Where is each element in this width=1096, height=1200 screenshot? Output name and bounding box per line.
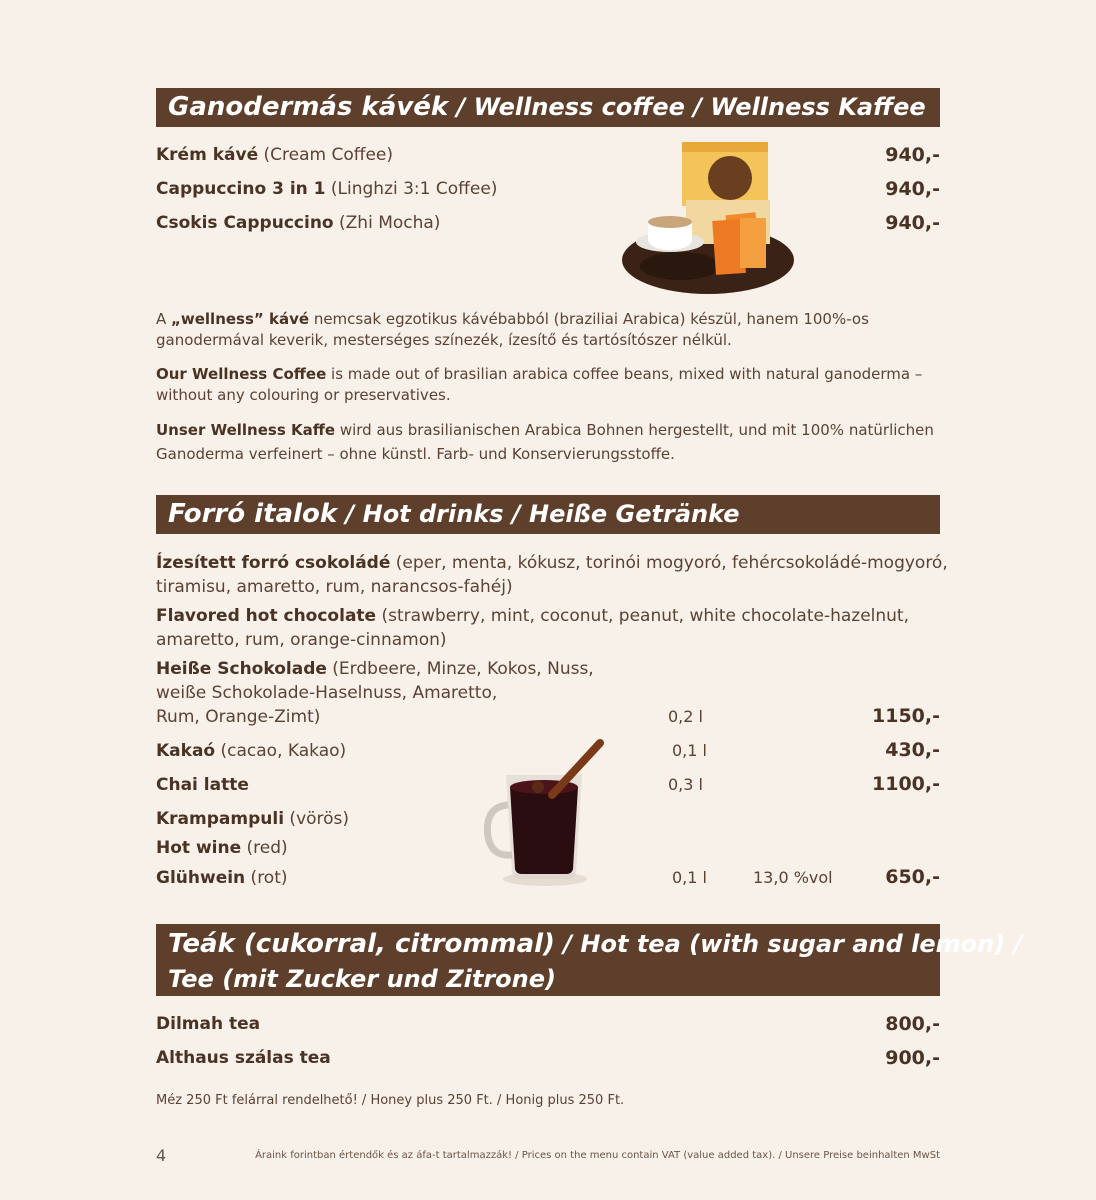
section-title-de: Tee (mit Zucker und Zitrone) (168, 965, 556, 993)
page-number: 4 (156, 1146, 167, 1165)
vat-note: Áraink forintban értendők és az áfa-t tartalmazzák! / Prices on the menu contain VAT (value added tax). / Unsere Preise beinhalten MwSt (255, 1150, 940, 1161)
qty-hot-wine: 0,1 l (672, 868, 707, 887)
section-header-hot-drinks (156, 495, 940, 534)
menu-item-krampampuli: Krampampuli (vörös) (156, 809, 350, 829)
menu-item-gluhwein: Glühwein (rot) (156, 868, 288, 888)
price-hot-chocolate: 1150,- (872, 705, 940, 727)
hot-chocolate-de-flavors-2: Rum, Orange-Zimt) (156, 707, 321, 727)
menu-item-dilmah-tea: Dilmah tea (156, 1014, 261, 1034)
section-header-tea (156, 924, 1023, 996)
section-title-hu: Ganodermás kávék (168, 92, 449, 122)
price-krem-kave: 940,- (885, 144, 940, 166)
menu-item-hot-wine: Hot wine (red) (156, 838, 288, 858)
description-hu: A „wellness” kávé nemcsak egzotikus kávébabból (braziliai Arabica) készül, hanem 100%-os ganodermával keverik, mesterséges színezék, ízesítő és tartósítószer nélkül. (156, 310, 869, 349)
qty-kakao: 0,1 l (672, 741, 707, 760)
section-title-hu: Forró italok (168, 499, 338, 529)
hot-chocolate-de-flavors: weiße Schokolade-Haselnuss, Amaretto, (156, 683, 498, 703)
description-en: Our Wellness Coffee is made out of brasilian arabica coffee beans, mixed with natural ganoderma – without any colouring or preservatives. (156, 365, 923, 404)
price-chai-latte: 1100,- (872, 773, 940, 795)
menu-item-kakao: Kakaó (cacao, Kakao) (156, 741, 347, 761)
menu-item-csokis-cappuccino: Csokis Cappuccino (Zhi Mocha) (156, 213, 441, 233)
coffee-product-image (620, 138, 796, 300)
menu-item-hot-chocolate-de: Heiße Schokolade (Erdbeere, Minze, Kokos, Nuss, (156, 659, 594, 679)
price-kakao: 430,- (885, 739, 940, 761)
price-cappuccino: 940,- (885, 178, 940, 200)
price-csokis-cappuccino: 940,- (885, 212, 940, 234)
menu-item-cappuccino: Cappuccino 3 in 1 (Linghzi 3:1 Coffee) (156, 179, 498, 199)
qty-chai-latte: 0,3 l (668, 775, 703, 794)
price-dilmah-tea: 800,- (885, 1013, 940, 1035)
menu-item-hot-chocolate-en: Flavored hot chocolate (strawberry, mint, coconut, peanut, white chocolate-hazelnut, (156, 606, 909, 626)
hot-chocolate-en-flavors: amaretto, rum, orange-cinnamon) (156, 630, 447, 650)
price-hot-wine: 650,- (885, 866, 940, 888)
alcohol-hot-wine: 13,0 %vol (753, 868, 833, 887)
price-althaus-tea: 900,- (885, 1047, 940, 1069)
honey-note: Méz 250 Ft felárral rendelhető! / Honey plus 250 Ft. / Honig plus 250 Ft. (156, 1093, 625, 1108)
qty-hot-chocolate: 0,2 l (668, 707, 703, 726)
menu-item-chai-latte: Chai latte (156, 775, 249, 795)
section-title-translations: / Hot drinks / Heiße Getränke (337, 500, 740, 528)
menu-item-althaus-tea: Althaus szálas tea (156, 1048, 331, 1068)
description-de: Unser Wellness Kaffe wird aus brasilianischen Arabica Bohnen hergestellt, und mit 100% natürlichen Ganoderma verfeinert – ohne künstl. Farb- und Konservierungsstoffe. (156, 421, 934, 463)
section-header-wellness-coffee (156, 88, 940, 127)
mulled-wine-image (480, 735, 610, 890)
section-title-en: / Hot tea (with sugar and lemon) / (554, 930, 1023, 958)
section-title-hu: Teák (cukorral, citrommal) (168, 929, 555, 959)
section-title-translations: / Wellness coffee / Wellness Kaffee (448, 93, 926, 121)
menu-item-hot-chocolate-hu: Ízesített forró csokoládé (eper, menta, kókusz, torinói mogyoró, fehércsokoládé-mogyoró, (156, 553, 948, 573)
hot-chocolate-hu-flavors: tiramisu, amaretto, rum, narancsos-fahéj) (156, 577, 513, 597)
menu-item-krem-kave: Krém kávé (Cream Coffee) (156, 145, 394, 165)
